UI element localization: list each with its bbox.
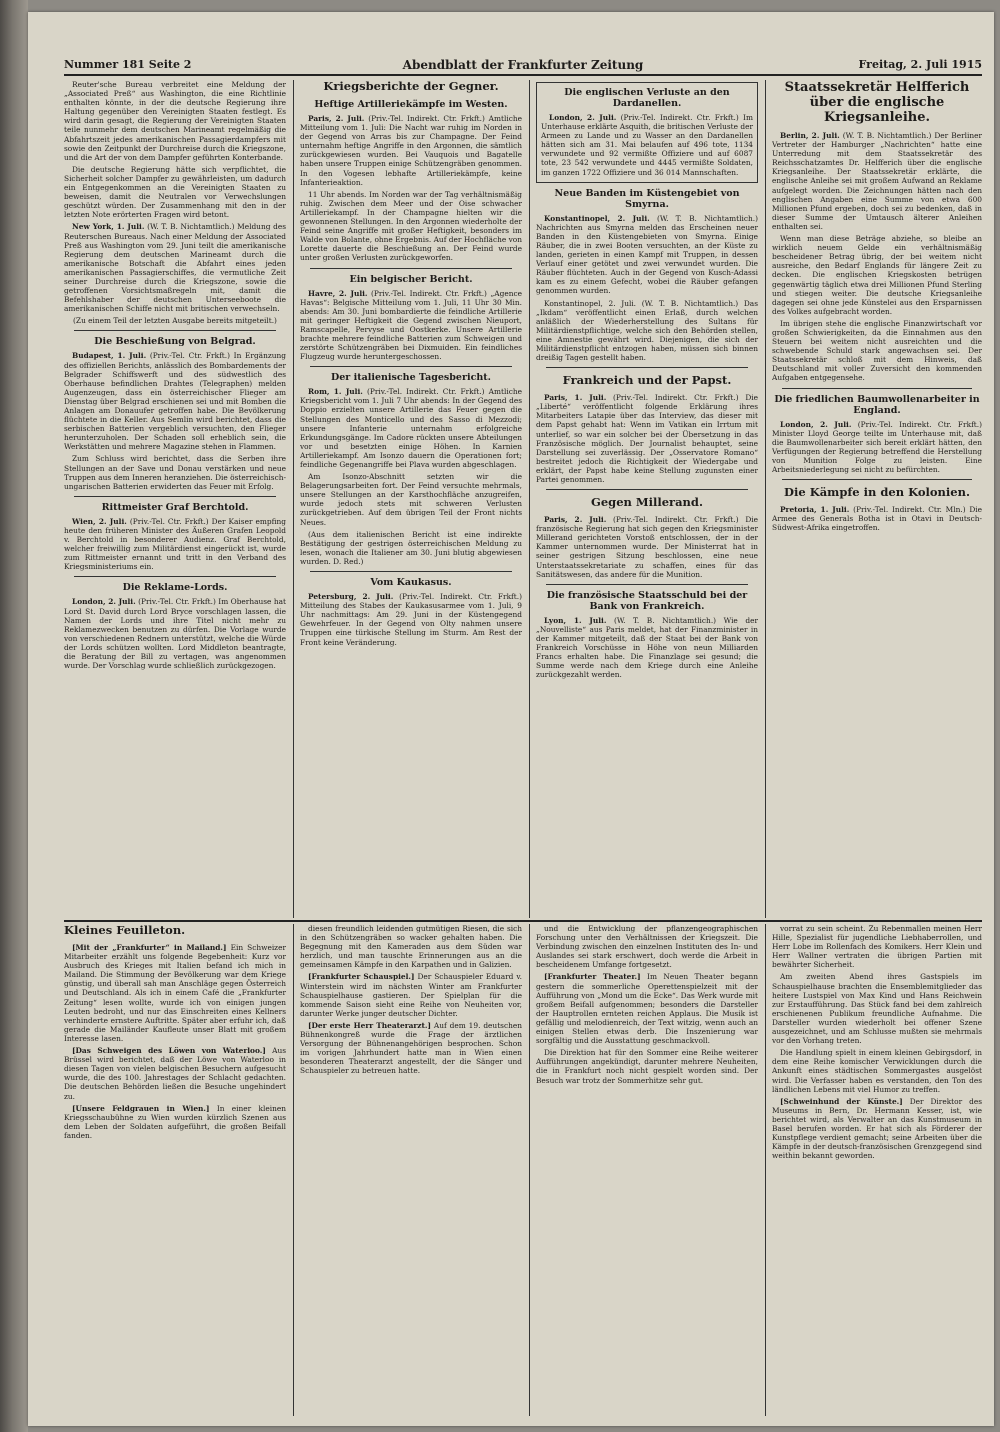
feuilleton-column-2 bbox=[300, 924, 522, 1416]
article-body: Auf dem 19. deutschen Bühnenkongreß wurde die Frage der ärztlichen Versorgung der Bühnenangehörigen besprochen. Schon im vorigen Jahrhundert hatte man in Wien einen besonderen Theaterarzt angestellt, der die Sänger und Schauspieler zu betreuen hatte. bbox=[300, 1020, 522, 1076]
article-text bbox=[300, 289, 522, 362]
article-text bbox=[64, 351, 286, 451]
article-text: Zum Schluss wird berichtet, dass die Serben ihre Stellungen an der Save und Donau verstärken und neue Truppen aus dem Inneren heranziehen. Die österreichisch-ungarischen Batterien erwiderten das Feuer mit Erfolg. bbox=[64, 454, 286, 491]
article-text bbox=[64, 597, 286, 670]
article-text bbox=[536, 616, 758, 680]
article-text bbox=[300, 592, 522, 647]
article-body: Ein Schweizer Mitarbeiter erzählt uns folgende Begebenheit: Kurz vor Ausbruch des Krieges mit Italien befand ich mich in Mailand. Die Stimmung der Bevölkerung war dem Kriege günstig, und überall sah man Anschläge gegen Österreich und Deutschland. Als ich in einem Café die „Frankfurter Zeitung“ lesen wollte, wurde ich von einigen jungen Leuten bedroht, und nur das Einschreiten eines Kellners verhinderte ernstere Auftritte. Später aber erfuhr ich, daß gerade die Mailänder Kaufleute unser Blatt mit großem Interesse lasen. bbox=[64, 943, 286, 1043]
dateline: Paris, 2. Juli. bbox=[544, 515, 607, 525]
article-heading: Rittmeister Graf Berchtold. bbox=[101, 501, 249, 513]
dateline: Budapest, 1. Juli. bbox=[72, 351, 147, 361]
article-text bbox=[300, 114, 522, 187]
dateline: London, 2. Juli. bbox=[549, 113, 617, 122]
article-body: Der Schauspieler Eduard v. Winterstein wird im nächsten Winter am Frankfurter Schauspielhause gastieren. Der Spielplan für die kommende Saison sieht eine Reihe von Neuheiten vor, darunter Werke junger deutscher Dichter. bbox=[300, 972, 522, 1018]
article-body: (Priv.-Tel. Ctr. Frkft.) Der Kaiser empfing heute den früheren Minister des Äußeren Grafen Leopold v. Berchtold in besonderer Audienz. Graf Berchtold, welcher freiwillig zum Militärdienst eingerückt ist, wurde zum Rittmeister ernannt und tritt in den Verband des Kriegsministeriums ein. bbox=[64, 516, 286, 572]
article-text bbox=[300, 972, 522, 1017]
section-divider bbox=[64, 920, 982, 922]
page-content bbox=[64, 56, 982, 1416]
article-text: Die deutsche Regierung hätte sich verpflichtet, die Sicherheit solcher Dampfer zu gewährleisten, um dadurch ein Entgegenkommen an die Vereinigten Staaten zu beweisen, damit die Neutralen vor Verwechslungen geschützt würden. Der Zusammenhang mit den in der letzten Note erörterten Fragen wird betont. bbox=[64, 164, 286, 220]
article-body: Aus Brüssel wird berichtet, daß der Löwe von Waterloo in diesen Tagen von vielen belgischen Besuchern aufgesucht wurde, die des 100. Jahrestages der Schlacht gedachten. Die deutschen Behörden ließen die Besuche ungehindert zu. bbox=[64, 1046, 286, 1101]
article-text bbox=[536, 515, 758, 579]
item-title: [Der erste Herr Theaterarzt.] bbox=[308, 1020, 431, 1030]
article-body: (Priv.-Tel. Indirekt. Ctr. Frkft.) Die französische Regierung hat sich gegen den Kriegsminister Millerand gerichteten Vorstoß entschlossen, der in der Kammer unternommen wurde. Der Ministerrat hat in seiner gestrigen Sitzung beschlossen, eine neue Unterstaatssekretariate zu schaffen, eines für das Sanitätswesen, das andere für die Munition. bbox=[536, 515, 758, 579]
issue-number: Nummer 181 Seite 2 bbox=[64, 58, 192, 71]
editor-note: (Zu einem Teil der letzten Ausgabe bereits mitgeteilt.) bbox=[73, 316, 277, 326]
article-text bbox=[64, 222, 286, 313]
column-1 bbox=[64, 80, 286, 918]
column-rule bbox=[293, 924, 294, 1416]
article-body: (Priv.-Tel. Indirekt. Ctr. Frkft.) Minister Lloyd George teilte im Unterhause mit, daß die Baumwollenarbeiter sich bereit erklärt hätten, den Verfügungen der Regierung betreffend die Herstellung von Munition Folge zu leisten. Eine Arbeitsniederlegung sei nicht zu befürchten. bbox=[772, 419, 982, 474]
issue-date: Freitag, 2. Juli 1915 bbox=[858, 58, 982, 71]
item-title: [Mit der „Frankfurter“ in Mailand.] bbox=[72, 943, 227, 952]
newspaper-page bbox=[28, 12, 994, 1426]
column-rule bbox=[293, 80, 294, 918]
section-heading: Gegen Millerand. bbox=[591, 495, 703, 510]
feuilleton-column-3 bbox=[536, 924, 758, 1416]
divider bbox=[310, 268, 512, 269]
article-body: (Priv.-Tel. Indirekt. Ctr. Frkft.) Die „Liberté“ veröffentlicht folgende Erklärung ihres Mitarbeiters Latapie über das Interview, das dieser mit dem Papst gehabt hat: Wenn im Vatikan ein Irrtum mit unterlief, so war ein solcher bei der Übersetzung in das Französische möglich. Der Journalist behauptet, seine Darstellung sei zuverlässig. Der „Osservatore Romano“ bestreitet jedoch die Richtigkeit der Wiedergabe und erklärt, der Papst habe keine Stellung zugunsten einer Partei genommen. bbox=[536, 393, 758, 484]
article-text: Die Handlung spielt in einem kleinen Gebirgsdorf, in dem eine Reihe komischer Verwicklungen durch die Ankunft eines städtischen Sommergastes ausgelöst wird. Die Verfasser haben es verstanden, den Ton des ländlichen Lebens mit viel Humor zu treffen. bbox=[772, 1048, 982, 1094]
dateline: Petersburg, 2. Juli. bbox=[308, 592, 394, 602]
newspaper-title: Abendblatt der Frankfurter Zeitung bbox=[402, 58, 644, 72]
feuilleton-column-1 bbox=[64, 924, 286, 1416]
section-heading: Frankreich und der Papst. bbox=[562, 373, 732, 388]
item-title: [Schweinhund der Künste.] bbox=[780, 1096, 903, 1106]
item-title: [Unsere Feldgrauen in Wien.] bbox=[72, 1103, 210, 1113]
divider bbox=[74, 496, 276, 497]
item-title: [Frankfurter Theater.] bbox=[544, 972, 641, 982]
divider bbox=[310, 571, 512, 572]
article-text bbox=[64, 1046, 286, 1101]
article-body: Der Direktor des Museums in Bern, Dr. Hermann Kesser, ist, wie berichtet wird, als Verwalter an das Kunstmuseum in Basel berufen worden. Er hat sich als Förderer der Kunstpflege verdient gemacht; seine Arbeiten über die Kämpfe in der deutsch-französischen Grenzgegend sind weithin bekannt geworden. bbox=[772, 1096, 982, 1161]
article-text bbox=[541, 113, 753, 177]
dateline: London, 2. Juli. bbox=[72, 597, 136, 607]
book-binding-spine bbox=[0, 0, 28, 1432]
column-3 bbox=[536, 80, 758, 918]
dateline: New York, 1. Juli. bbox=[72, 222, 145, 232]
article-body: (Priv.-Tel. Indirekt. Ctr. Mln.) Die Armee des Generals Botha ist in Otavi in Deutsch-Südwest-Afrika eingetroffen. bbox=[772, 505, 982, 533]
article-heading: Die Reklame-Lords. bbox=[122, 582, 228, 594]
column-rule bbox=[765, 80, 766, 918]
dateline: Konstantinopel, 2. Juli. bbox=[544, 213, 650, 223]
article-body: (Priv.-Tel. Indirekt. Ctr. Frkft.) Amtliche Mitteilung vom 1. Juli: Die Nacht war ruhig im Norden in der Gegend von Arras bis zur Champagne. Der Feind unternahm heftige Angriffe in den Argonnen, die sämtlich zurückgewiesen wurden. Bei Vauquois und Bagatelle haben unsere Truppen einige Schützengräben genommen. In den Vogesen lebhafte Artilleriekämpfe, keine Infanterieaktion. bbox=[300, 114, 522, 187]
feuilleton-heading: Kleines Feuilleton. bbox=[64, 924, 186, 937]
article-body: (Priv.-Tel. Indirekt. Ctr. Frkft.) Mitteilung des Stabes der Kaukasusarmee vom 1. Juli, 9 Uhr nachmittags: Am 29. Juni in der Küstengegend Gewehrfeuer. In der Gegend von Olty nahmen unsere Truppen eine türkische Stellung im Sturm. Am Rest der Front keine Veränderung. bbox=[300, 592, 522, 647]
feuilleton-section bbox=[64, 924, 982, 1416]
dateline: Paris, 2. Juli. bbox=[308, 114, 365, 123]
article-text bbox=[772, 420, 982, 475]
article-text: vorrat zu sein scheint. Zu Rebenmallen meinen Herr Hille, Spezialist für jugendliche Liebhaberrollen, und Herr Lobe im Rollenfach des Komikers. Herr Klein und Herr Wallner vertraten die übrigen Partien mit bewährter Sicherheit. bbox=[772, 924, 982, 970]
article-text bbox=[536, 393, 758, 484]
article-subheading: Heftige Artilleriekämpfe im Westen. bbox=[314, 99, 508, 110]
feuilleton-column-4 bbox=[772, 924, 982, 1416]
divider bbox=[546, 489, 748, 490]
article-body: (W. T. B. Nichtamtlich.) Meldung des Reuterschen Bureaus. Nach einer Meldung der Associated Preß aus Washington vom 29. Juni teilt die amerikanische Regierung dem deutschen Marineamt durch die amerikanische Botschaft die Abfahrt eines jeden amerikanischen Passagierschiffes, die vermutliche Zeit seiner Durchreise durch die Kriegszone, sowie die getroffenen Vorsichtsmaßregeln mit, damit die Befehlshaber der deutschen Unterseeboote die amerikanischen Schiffe nicht mit britischen verwechseln. bbox=[64, 222, 286, 314]
item-title: [Frankfurter Schauspiel.] bbox=[308, 972, 415, 982]
dateline: Rom, 1. Juli. bbox=[308, 387, 363, 397]
column-2 bbox=[300, 80, 522, 918]
article-text bbox=[64, 943, 286, 1043]
article-heading: Neue Banden im Küstengebiet von Smyrna. bbox=[554, 187, 740, 210]
section-heading: Staatssekretär Helfferich über die englische Kriegsanleihe. bbox=[784, 80, 970, 125]
masthead bbox=[64, 56, 982, 76]
article-body: (W. T. B. Nichtamtlich.) Nachrichten aus Smyrna melden das Erscheinen neuer Banden in den Küstengebieten von Smyrna. Einige Räuber, die in zwei Booten versuchten, an der Küste zu landen, gerieten in einen Kampf mit Truppen, in dessen Verlauf einer getötet und zwei verwundet wurden. Die Räuber flüchteten. Auch in der Gegend von Kusch-Adassi kam es zu einem Gefecht, wobei die Räuber gefangen genommen wurden. bbox=[536, 213, 758, 296]
boxed-article bbox=[536, 82, 758, 183]
article-body: (W. T. B. Nichtamtlich.) Der Berliner Vertreter der Hamburger „Nachrichten“ hatte eine Unterredung mit dem Staatssekretär des Reichsschatzamtes Dr. Helfferich über die englische Kriegsanleihe. Der Staatssekretär erklärte, die englische Anleihe sei mit großem Aufwand an Reklame aufgelegt worden. Die Zeichnungen hätten nach den englischen Angaben eine Summe von etwa 600 Millionen Pfund ergeben, doch sei zu bedenken, daß in dieser Summe der Umtausch älterer Anleihen enthalten sei. bbox=[772, 131, 982, 231]
article-text: 11 Uhr abends. Im Norden war der Tag verhältnismäßig ruhig. Zwischen dem Meer und der Oise schwacher Artilleriekampf. In der Champagne hielten wir die gewonnenen Stellungen. In den Argonnen wiederholte der Feind seine Angriffe mit großer Heftigkeit, besonders im Walde von Bolante, ohne Ergebnis. Auf der Hochfläche von Lorette dauerte die Beschießung an. Der Feind wurde unter großen Verlusten zurückgeworfen. bbox=[300, 189, 522, 263]
dateline: Paris, 1. Juli. bbox=[544, 393, 607, 403]
article-text bbox=[300, 387, 522, 469]
column-rule bbox=[529, 80, 530, 918]
dateline: Havre, 2. Juli. bbox=[308, 288, 368, 298]
article-text: Die Direktion hat für den Sommer eine Reihe weiterer Aufführungen angekündigt, darunter mehrere Neuheiten, die in Frankfurt noch nicht gespielt worden sind. Der Besuch war trotz der Sommerhitze sehr gut. bbox=[536, 1048, 758, 1085]
article-heading: Die friedlichen Baumwollenarbeiter in England. bbox=[774, 393, 980, 416]
article-text bbox=[64, 517, 286, 572]
article-body: In einer kleinen Kriegsschaubühne zu Wien wurden kürzlich Szenen aus dem Leben der Soldaten aufgeführt, die großen Beifall fanden. bbox=[64, 1103, 286, 1140]
article-body: (W. T. B. Nichtamtlich.) Wie der „Nouvelliste“ aus Paris meldet, hat der Finanzminister in der Kammer mitgeteilt, daß der Staat bei der Bank von Frankreich Vorschüsse in Höhe von neun Milliarden Francs erhalten habe. Die Finanzlage sei gesund; die Summe werde nach dem Kriege durch eine Anleihe zurückgezahlt werden. bbox=[536, 615, 758, 680]
article-text bbox=[536, 972, 758, 1045]
article-heading: Die Beschießung von Belgrad. bbox=[94, 336, 256, 348]
section-heading: Die Kämpfe in den Kolonien. bbox=[784, 485, 970, 500]
article-text: Im übrigen stehe die englische Finanzwirtschaft vor großen Schwierigkeiten, da die Einnahmen aus den Steuern bei weitem nicht ausreichten und die schwebende Schuld stark angewachsen sei. Der Staatssekretär schloß mit dem Hinweis, daß Deutschland mit voller Zuversicht den kommenden Aufgaben entgegensehe. bbox=[772, 318, 982, 383]
divider bbox=[782, 388, 972, 389]
article-body: (Priv.-Tel. Ctr. Frkft.) In Ergänzung des offiziellen Berichts, anlässlich des Bombardements der Belgrader Schiffswerft und des südwestlich des Oberhause befindlichen Drahtes (Telegraphen) melden Augenzeugen, dass ein österreichischer Flieger am Dienstag über Belgrad erschienen sei und mit Bomben die Anlagen am Donauufer getroffen habe. Die Bevölkerung flüchtete in die Keller. Aus Semlin wird berichtet, dass die serbischen Batterien vergeblich versuchten, den Flieger herunterzuholen. Der Schaden soll erheblich sein, die Werkstätten und mehrere Magazine stehen in Flammen. bbox=[64, 351, 286, 452]
article-heading: Ein belgischer Bericht. bbox=[349, 273, 473, 285]
dateline: Berlin, 2. Juli. bbox=[780, 131, 840, 140]
article-text: Am zweiten Abend ihres Gastspiels im Schauspielhause brachten die Ensemblemitglieder das heitere Lustspiel von Max Kind und Hans Reichwein zur Erstaufführung. Das Stück fand bei dem zahlreich erschienenen Publikum freundliche Aufnahme. Die Darsteller wurden wiederholt bei offener Szene ausgezeichnet, und am Schlusse mußten sie mehrmals vor den Vorhang treten. bbox=[772, 972, 982, 1046]
section-heading: Kriegsberichte der Gegner. bbox=[323, 80, 499, 93]
article-text: Am Isonzo-Abschnitt setzten wir die Belagerungsarbeiten fort. Der Feind versuchte mehrmals, unsere Stellungen an der Karsthochfläche anzugreifen, wurde jedoch stets mit schweren Verlusten zurückgetrieben. Auf dem übrigen Teil der Front nichts Neues. bbox=[300, 472, 522, 527]
dateline: London, 2. Juli. bbox=[780, 419, 852, 429]
article-heading: Die englischen Verluste an den Dardanellen. bbox=[564, 87, 730, 109]
article-text bbox=[772, 131, 982, 231]
divider bbox=[782, 479, 972, 480]
item-title: [Das Schweigen des Löwen von Waterloo.] bbox=[72, 1046, 266, 1056]
article-text: Reuter'sche Bureau verbreitet eine Meldung der „Associated Preß“ aus Washington, die eine Richtlinie enthalten könnte, in der die deutsche Regierung ihre Haltung gegenüber den Vereinigten Staaten festlegt. Es wird darin gesagt, die Regierung der Vereinigten Staaten teile nunmehr dem deutschen Marineamt regelmäßig die Abfahrtszeit jedes amerikanischen Passagierdampfers mit sowie den Zeitpunkt der Durchreise durch die Kriegszone, und die Art der von dem Dampfer geführten Konterbande. bbox=[64, 80, 286, 162]
article-text bbox=[300, 1021, 522, 1076]
upper-section bbox=[64, 80, 982, 918]
divider bbox=[74, 576, 276, 577]
column-rule bbox=[529, 924, 530, 1416]
article-text bbox=[772, 1097, 982, 1161]
divider bbox=[310, 366, 512, 367]
article-heading: Vom Kaukasus. bbox=[370, 577, 452, 589]
article-text: Wenn man diese Beträge abziehe, so bleibe an wirklich neuem Gelde ein verhältnismäßig bescheidener Betrag übrig, der bei weitem nicht ausreiche, den Bedarf Englands für längere Zeit zu decken. Die englischen Kriegskosten betrügen gegenwärtig täglich etwa drei Millionen Pfund Sterling und stiegen weiter. Die deutsche Kriegsanleihe dagegen sei ohne jede Künstelei aus den Ersparnissen des Volkes aufgebracht worden. bbox=[772, 234, 982, 316]
article-body: (Priv.-Tel. Ctr. Frkft.) Im Oberhause hat Lord St. David durch Lord Bryce vorschlagen lassen, die Namen der Lords und ihre Titel nicht mehr zu Reklamezwecken benutzen zu dürfen. Die Vorlage wurde von verschiedenen Rednern unterstützt, welche die Würde der Lords schützen wollten. Lord Middleton beantragte, die Beratung der Bill zu vertagen, was angenommen wurde. Der Vorschlag wurde schließlich zurückgezogen. bbox=[64, 597, 286, 671]
dateline: Pretoria, 1. Juli. bbox=[780, 505, 850, 515]
article-heading: Die französische Staatsschuld bei der Bank von Frankreich. bbox=[546, 589, 748, 612]
divider bbox=[546, 367, 748, 368]
article-text: Konstantinopel, 2. Juli. (W. T. B. Nichtamtlich.) Das „Ikdam“ veröffentlicht einen Erlaß, durch welchen anläßlich der Wiederherstellung des Sultans für Militärdienstpflichtige, welche sich den Behörden stellen, eine Amnestie gewährt wird. Diejenigen, die sich der Militärdienstpflicht entzogen haben, müssen sich binnen dreißig Tagen gestellt haben. bbox=[536, 298, 758, 363]
editor-note: (Aus dem italienischen Bericht ist eine indirekte Bestätigung der gestrigen österreichischen Meldung zu lesen, wonach die Italiener am 30. Juni blutig abgewiesen wurden. D. Red.) bbox=[300, 529, 522, 566]
article-body: (Priv.-Tel. Indirekt. Ctr. Frkft.) Amtliche Kriegsbericht vom 1. Juli 7 Uhr abends: In der Gegend des Doppio erzielten unsere Artillerie das Feuer gegen die Stellungen des Monticello und des Sasso di Mezzodi; unsere Infanterie unternahm erfolgreiche Erkundungsgänge. Im Cadore rückten unsere Abteilungen vor und besetzten einige Höhen. In Karnien Artilleriekampf. Am Isonzo dauern die Operationen fort; feindliche Gegenangriffe bei Plava wurden abgeschlagen. bbox=[300, 387, 522, 469]
column-4 bbox=[772, 80, 982, 918]
dateline: Lyon, 1. Juli. bbox=[544, 615, 607, 625]
article-text: diesen freundlich leidenden gutmütigen Riesen, die sich in den Schützengräben so wacker gehalten haben. Die Begegnung mit den Kameraden aus dem Süden war herzlich, und man tauschte Erinnerungen aus an die gemeinsamen Kämpfe in den Karpathen und in Galizien. bbox=[300, 924, 522, 970]
article-heading: Der italienische Tagesbericht. bbox=[331, 372, 491, 384]
article-text bbox=[64, 1104, 286, 1140]
article-text bbox=[772, 505, 982, 532]
article-text: und die Entwicklung der pflanzengeographischen Forschung unter den Verhältnissen der Kriegszeit. Die Verbindung zwischen den einzelnen Instituten des In- und Auslandes sei stark erschwert, doch werde die Arbeit in bescheidenem Umfange fortgesetzt. bbox=[536, 924, 758, 970]
column-rule bbox=[765, 924, 766, 1416]
article-body: Im Neuen Theater begann gestern die sommerliche Operettenspielzeit mit der Aufführung von „Mond um die Ecke“. Das Werk wurde mit großem Beifall aufgenommen; besonders die Darsteller der Hauptrollen ernteten reichen Applaus. Die Musik ist gefällig und melodienreich, der Text witzig, wenn auch an einigen Stellen etwas derb. Die Inszenierung war sorgfältig und die Ausstattung geschmackvoll. bbox=[536, 972, 758, 1046]
article-body: (Priv.-Tel. Indirekt. Ctr. Frkft.) Im Unterhause erklärte Asquith, die britischen Verluste der Armeen zu Lande und zu Wasser an den Dardanellen hätten sich am 31. Mai belaufen auf 496 tote, 1134 verwundete und 92 vermißte Offiziere und auf 6087 tote, 23 542 verwundete und 4445 vermißte Soldaten, im ganzen 1722 Offiziere und 36 014 Mannschaften. bbox=[541, 113, 753, 177]
article-text bbox=[536, 214, 758, 296]
divider bbox=[546, 584, 748, 585]
dateline: Wien, 2. Juli. bbox=[72, 516, 127, 526]
divider bbox=[74, 330, 276, 331]
article-body: (Priv.-Tel. Indirekt. Ctr. Frkft.) „Agence Havas“: Belgische Mitteilung vom 1. Juli, 11 Uhr 30 Min. abends: Am 30. Juni bombardierte die feindliche Artillerie mit geringer Heftigkeit die Gegend zwischen Nieuport, Ramscapelle, Pervyse und Oostkerke. Unsere Artillerie brachte mehrere feindliche Batterien zum Schweigen und zerstörte Schützengräben bei Dixmuiden. Ein feindliches Flugzeug wurde heruntergeschossen. bbox=[300, 288, 522, 362]
